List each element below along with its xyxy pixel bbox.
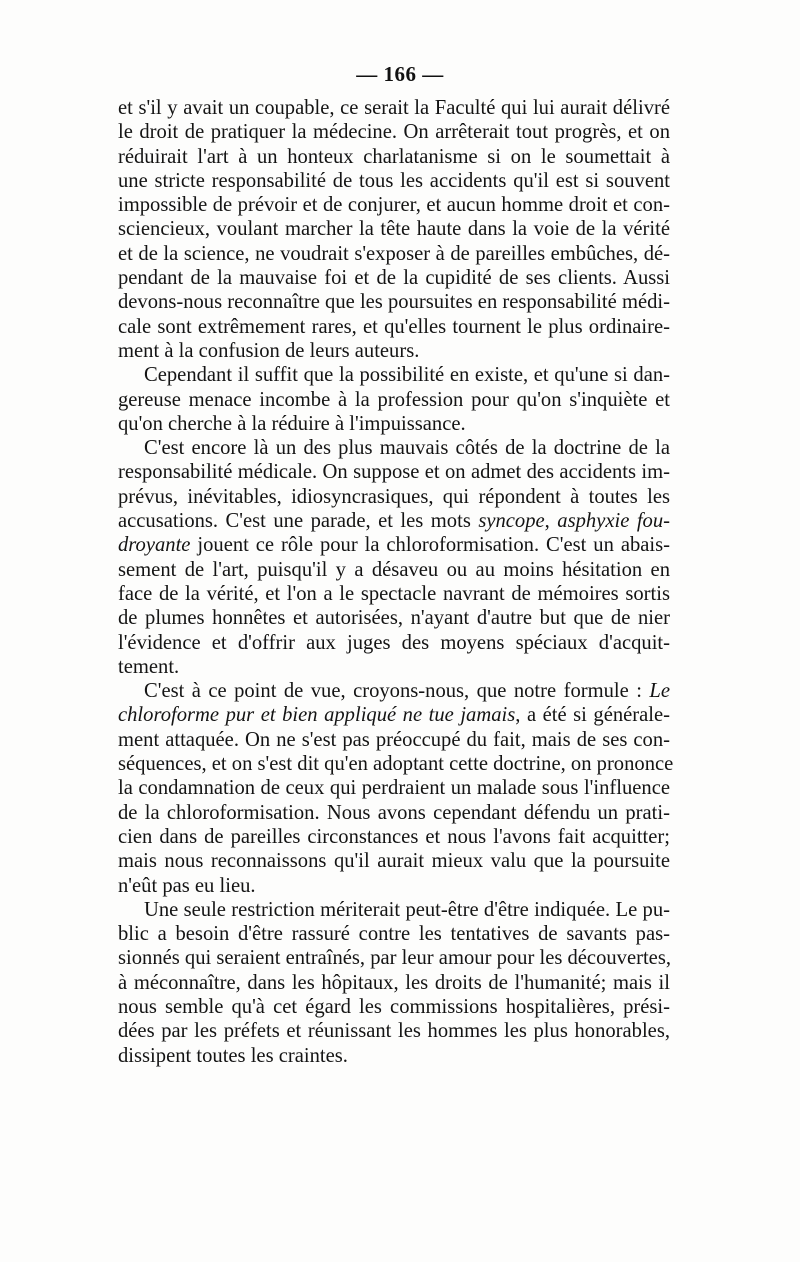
text-line: ment à la confusion de leurs auteurs.	[118, 339, 420, 362]
text-line: tement.	[118, 655, 180, 678]
text-line: de plumes honnêtes et autorisées, n'ayant d'autre but que de nier	[118, 607, 670, 630]
paragraph-2	[118, 363, 670, 387]
text-line: dées par les préfets et réunissant les hommes les plus honorables,	[118, 1020, 670, 1043]
text-line: chloroforme pur et bien appliqué ne tue jamais, a été si générale-	[118, 704, 670, 727]
page-number: — 166 —	[356, 62, 444, 86]
text-line: n'eût pas eu lieu.	[118, 874, 256, 897]
text-line: dissipent toutes les craintes.	[118, 1044, 348, 1067]
text-line: et s'il y avait un coupable, ce serait la Faculté qui lui aurait délivré	[118, 97, 670, 119]
text-line: accusations. C'est une parade, et les mots syncope, asphyxie fou-	[118, 510, 671, 533]
text-line: gereuse menace incombe à la profession pour qu'on s'inquiète et	[118, 388, 670, 411]
text-line: nous semble qu'à cet égard les commissions hospitalières, prési-	[118, 995, 670, 1018]
text-line: pendant de la mauvaise foi et de la cupidité de ses clients. Aussi	[118, 267, 670, 290]
text-line: à méconnaître, dans les hôpitaux, les droits de l'humanité; mais il	[118, 971, 670, 994]
text-line: la condamnation de ceux qui perdraient un malade sous l'influence	[118, 777, 670, 800]
paragraph-5	[118, 898, 670, 922]
text-line: et de la science, ne voudrait s'exposer à de pareilles embûches, dé-	[118, 242, 670, 265]
text-line: blic a besoin d'être rassuré contre les tentatives de savants pas-	[118, 923, 670, 946]
text-line: cale sont extrêmement rares, et qu'elles tournent le plus ordinaire-	[118, 315, 670, 338]
text-line: réduirait l'art à un honteux charlatanisme si on le soumettait à	[118, 145, 670, 168]
text-line: C'est encore là un des plus mauvais côtés de la doctrine de la	[144, 437, 670, 460]
text-line: de la chloroformisation. Nous avons cependant défendu un prati-	[118, 801, 670, 824]
paragraph-2-cont	[118, 388, 670, 437]
text-line: séquences, et on s'est dit qu'en adoptant cette doctrine, on prononce	[118, 753, 674, 776]
paragraph-1	[118, 96, 670, 363]
text-line: ment attaquée. On ne s'est pas préoccupé du fait, mais de ses con-	[118, 728, 670, 751]
paragraph-5-cont	[118, 922, 670, 1068]
text-line: droyante jouent ce rôle pour la chloroformisation. C'est un abais-	[118, 534, 670, 557]
paragraph-3	[118, 436, 670, 460]
paragraph-3-cont	[118, 460, 670, 679]
text-line: C'est à ce point de vue, croyons-nous, que notre formule : Le	[144, 680, 670, 703]
body-text	[118, 96, 674, 1068]
text-line: sciencieux, voulant marcher la tête haute dans la voie de la vérité	[118, 218, 670, 241]
text-line: une stricte responsabilité de tous les accidents qu'il est si souvent	[118, 169, 670, 192]
text-line: devons-nous reconnaître que les poursuites en responsabilité médi-	[118, 291, 670, 314]
text-line: sionnés qui seraient entraînés, par leur amour pour les découvertes,	[118, 947, 671, 970]
text-line: cien dans de pareilles circonstances et nous l'avons fait acquitter;	[118, 825, 670, 848]
text-line: sement de l'art, puisqu'il y a désaveu ou au moins hésitation en	[118, 558, 670, 581]
text-line: qu'on cherche à la réduire à l'impuissance.	[118, 412, 466, 435]
paragraph-4	[118, 679, 670, 703]
text-line: le droit de pratiquer la médecine. On arrêterait tout progrès, et on	[118, 121, 670, 144]
text-line: prévus, inévitables, idiosyncrasiques, qui répondent à toutes les	[118, 485, 670, 508]
paragraph-4-cont	[118, 703, 674, 897]
text-line: mais nous reconnaissons qu'il aurait mieux valu que la poursuite	[118, 850, 670, 873]
text-line: face de la vérité, et l'on a le spectacle navrant de mémoires sortis	[118, 582, 670, 605]
text-line: Cependant il suffit que la possibilité en existe, et qu'une si dan-	[144, 364, 670, 387]
text-line: impossible de prévoir et de conjurer, et aucun homme droit et con-	[118, 194, 670, 217]
text-line: l'évidence et d'offrir aux juges des moyens spéciaux d'acquit-	[118, 631, 670, 654]
text-line: Une seule restriction mériterait peut-être d'être indiquée. Le pu-	[144, 898, 670, 921]
text-line: responsabilité médicale. On suppose et on admet des accidents im-	[118, 461, 670, 484]
